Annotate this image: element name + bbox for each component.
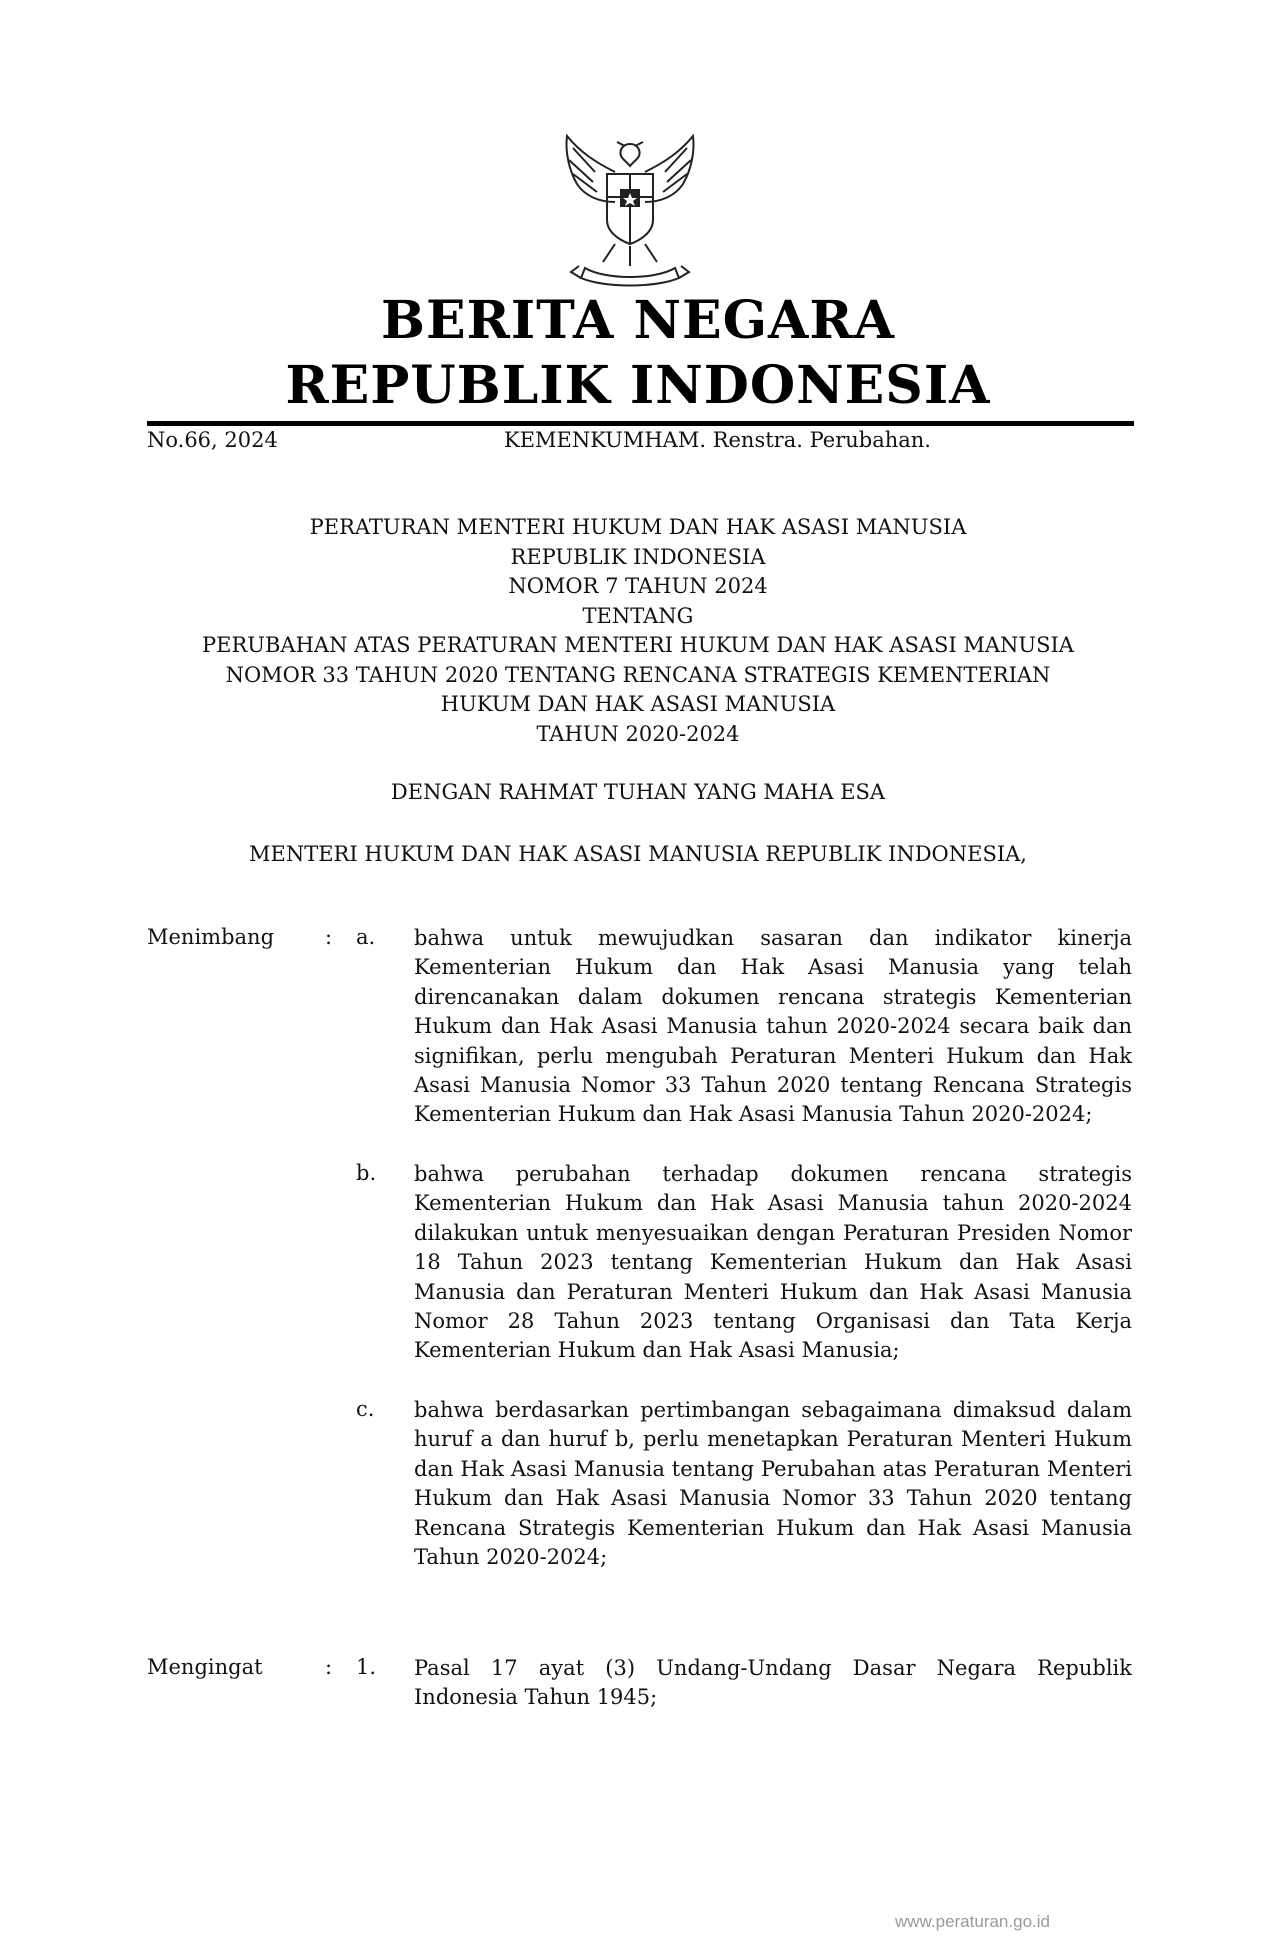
mengingat-colon: : <box>325 1655 333 1679</box>
menimbang-colon: : <box>325 925 333 949</box>
menimbang-marker-b: b. <box>356 1161 377 1185</box>
gazette-subtitle: REPUBLIK INDONESIA <box>285 355 991 416</box>
garuda-emblem-icon <box>555 132 705 292</box>
menimbang-marker-a: a. <box>356 925 376 949</box>
gazette-number: No.66, 2024 <box>147 428 278 452</box>
menimbang-marker-c: c. <box>356 1397 375 1421</box>
title-line: REPUBLIK INDONESIA <box>510 544 766 569</box>
footer-website: www.peraturan.go.id <box>895 1912 1050 1931</box>
mengingat-item-1: Pasal 17 ayat (3) Undang-Undang Dasar Negara Republik Indonesia Tahun 1945; <box>414 1656 1132 1710</box>
mengingat-marker-1: 1. <box>356 1655 377 1679</box>
menimbang-item-b: bahwa perubahan terhadap dokumen rencana strategis Kementerian Hukum dan Hak Asasi Manusia tahun 2020-2024 dilakukan untuk menyesuaikan dengan Peraturan Presiden Nomor 18 Tahun 2023 tentang Kementerian Hukum dan Hak Asasi Manusia dan Peraturan Menteri Hukum dan Hak Asasi Manusia Nomor 28 Tahun 2023 tentang Organisasi dan Tata Kerja Kementerian Hukum dan Hak Asasi Manusia; <box>414 1162 1132 1363</box>
title-line: NOMOR 7 TAHUN 2024 <box>508 574 768 598</box>
menimbang-label: Menimbang <box>147 925 275 949</box>
title-line: NOMOR 33 TAHUN 2020 TENTANG RENCANA STRATEGIS KEMENTERIAN <box>225 662 1051 687</box>
rahmat-line: DENGAN RAHMAT TUHAN YANG MAHA ESA <box>390 780 886 804</box>
gazette-title: BERITA NEGARA <box>381 290 895 351</box>
regulation-title <box>120 513 1156 749</box>
title-line: TAHUN 2020-2024 <box>536 721 740 746</box>
gazette-category: KEMENKUMHAM. Renstra. Perubahan. <box>504 428 931 452</box>
title-line: TENTANG <box>582 603 694 628</box>
title-line: PERATURAN MENTERI HUKUM DAN HAK ASASI MANUSIA <box>309 515 967 539</box>
menimbang-item-a: bahwa untuk mewujudkan sasaran dan indikator kinerja Kementerian Hukum dan Hak Asasi Manusia yang telah direncanakan dalam dokumen rencana strategis Kementerian Hukum dan Hak Asasi Manusia tahun 2020-2024 secara baik dan signifikan, perlu mengubah Peraturan Menteri Hukum dan Hak Asasi Manusia Nomor 33 Tahun 2020 tentang Rencana Strategis Kementerian Hukum dan Hak Asasi Manusia Tahun 2020-2024; <box>414 926 1132 1127</box>
header-rule <box>147 421 1134 426</box>
title-line: HUKUM DAN HAK ASASI MANUSIA <box>440 692 836 716</box>
menimbang-item-c: bahwa berdasarkan pertimbangan sebagaimana dimaksud dalam huruf a dan huruf b, perlu menetapkan Peraturan Menteri Hukum dan Hak Asasi Manusia tentang Perubahan atas Peraturan Menteri Hukum dan Hak Asasi Manusia Nomor 33 Tahun 2020 tentang Rencana Strategis Kementerian Hukum dan Hak Asasi Manusia Tahun 2020-2024; <box>414 1398 1132 1570</box>
title-line: PERUBAHAN ATAS PERATURAN MENTERI HUKUM DAN HAK ASASI MANUSIA <box>202 633 1074 657</box>
mengingat-label: Mengingat <box>147 1655 263 1679</box>
menteri-line: MENTERI HUKUM DAN HAK ASASI MANUSIA REPUBLIK INDONESIA, <box>249 842 1027 866</box>
